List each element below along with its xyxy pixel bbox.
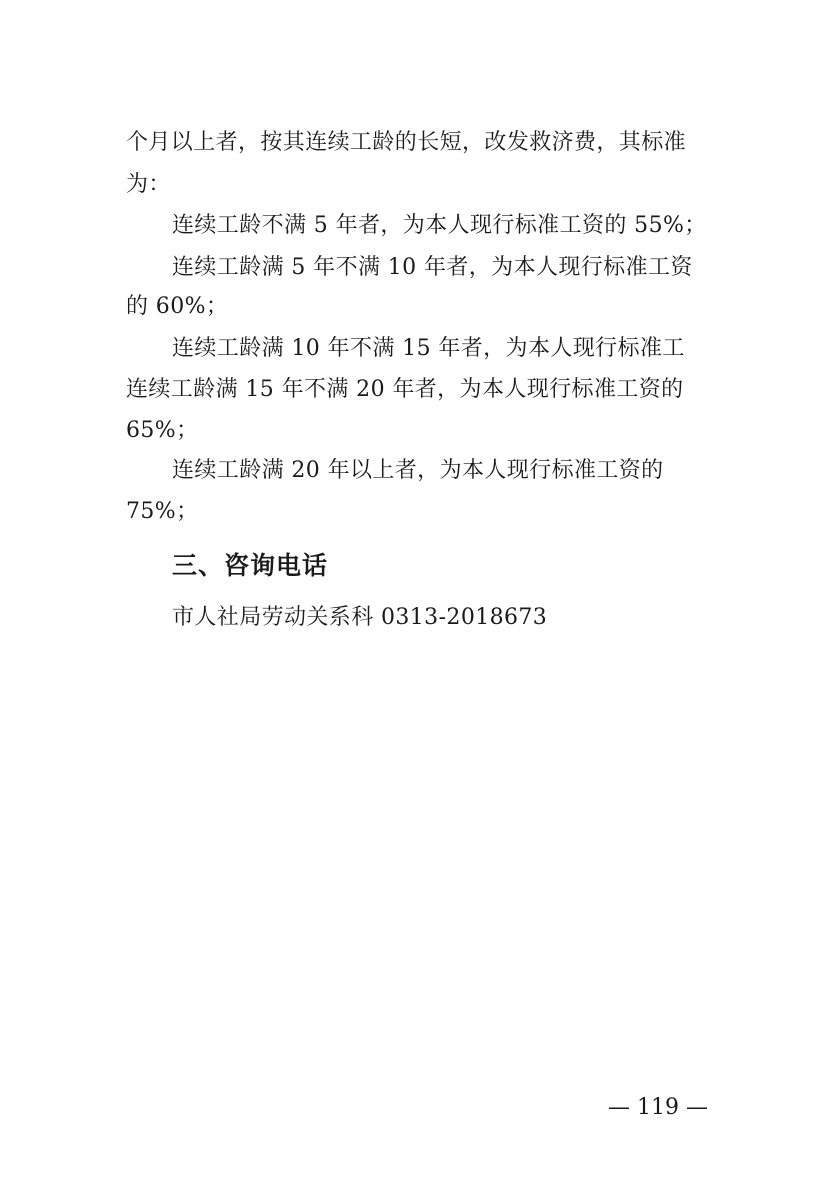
body-line-2: 为： <box>126 172 171 197</box>
section-heading: 三、咨询电话 <box>172 551 329 580</box>
contact-line: 市人社局劳动关系科 0313-2018673 <box>172 605 548 630</box>
body-line-1: 个月以上者，按其连续工龄的长短，改发救济费，其标准 <box>126 130 687 155</box>
body-line-9: 连续工龄满 20 年以上者，为本人现行标准工资的 <box>172 458 664 483</box>
page-number: — 119 — <box>608 1095 708 1120</box>
body-line-6: 连续工龄满 10 年不满 15 年者，为本人现行标准工 <box>172 336 685 361</box>
body-line-7: 连续工龄满 15 年不满 20 年者，为本人现行标准工资的 <box>126 377 684 402</box>
body-line-4: 连续工龄满 5 年不满 10 年者，为本人现行标准工资 <box>172 255 693 280</box>
body-line-8: 65%； <box>126 418 199 443</box>
body-line-10: 75%； <box>126 499 199 524</box>
body-line-3: 连续工龄不满 5 年者，为本人现行标准工资的 55%； <box>172 213 707 238</box>
body-line-5: 的 60%； <box>126 294 229 319</box>
